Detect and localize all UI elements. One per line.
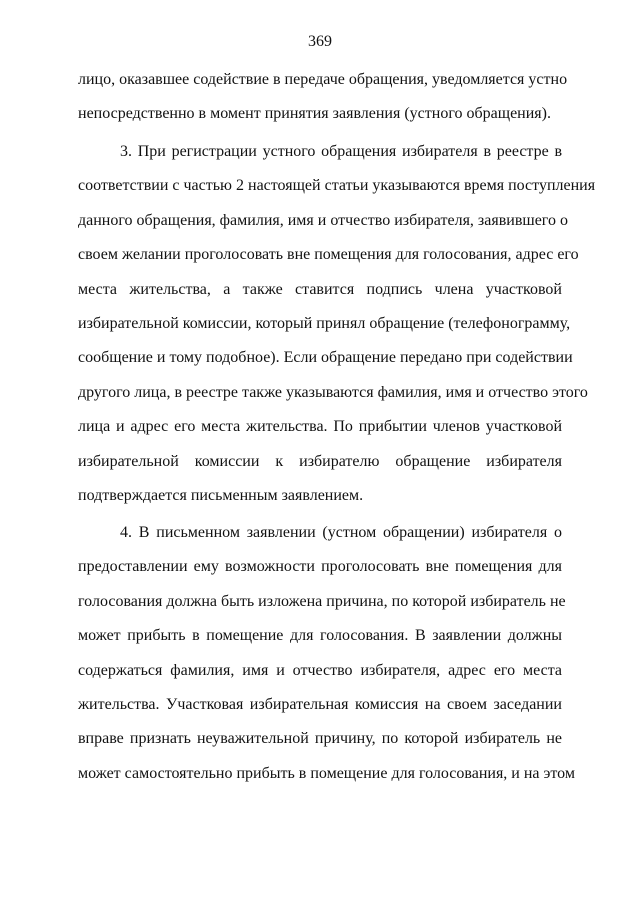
text-line: 3. При регистрации устного обращения избирателя в реестре в (120, 143, 562, 160)
text-line: места жительства, а также ставится подпись члена участковой (78, 280, 562, 298)
paragraph-item-4 (78, 523, 575, 798)
paragraph-continuation (78, 70, 568, 139)
text-line: 4. В письменном заявлении (устном обращении) избирателя о (120, 524, 562, 541)
text-line: непосредственно в момент принятия заявления (устного обращения). (78, 105, 551, 123)
text-line: избирательной комиссии к избирателю обращение избирателя (78, 452, 562, 470)
text-line: лицо, оказавшее содействие в передаче обращения, уведомляется устно (78, 71, 568, 88)
text-line: может самостоятельно прибыть в помещение для голосования, и на этом (78, 764, 575, 782)
text-line: соответствии с частью 2 настоящей статьи указываются время поступления (78, 177, 596, 195)
text-line: жительства. Участковая избирательная комиссия на своем заседании (78, 695, 562, 713)
page-number: 369 (308, 33, 332, 50)
text-line: данного обращения, фамилия, имя и отчество избирателя, заявившего о (78, 211, 568, 229)
text-line: сообщение и тому подобное). Если обращение передано при содействии (78, 349, 573, 367)
text-line: избирательной комиссии, который принял обращение (телефонограмму, (78, 314, 571, 332)
text-line: другого лица, в реестре также указываются фамилия, имя и отчество этого (78, 383, 588, 401)
text-line: может прибыть в помещение для голосования. В заявлении должны (78, 627, 562, 645)
paragraph-item-3 (78, 142, 596, 520)
text-line: предоставлении ему возможности проголосовать вне помещения для (78, 558, 562, 576)
text-line: вправе признать неуважительной причину, по которой избиратель не (78, 730, 562, 748)
text-line: голосования должна быть изложена причина, по которой избиратель не (78, 592, 566, 610)
text-line: лица и адрес его места жительства. По прибытии членов участковой (78, 418, 562, 436)
text-line: содержаться фамилия, имя и отчество избирателя, адрес его места (78, 661, 562, 679)
text-line: подтверждается письменным заявлением. (78, 486, 364, 504)
text-line: своем желании проголосовать вне помещения для голосования, адрес его (78, 246, 579, 264)
